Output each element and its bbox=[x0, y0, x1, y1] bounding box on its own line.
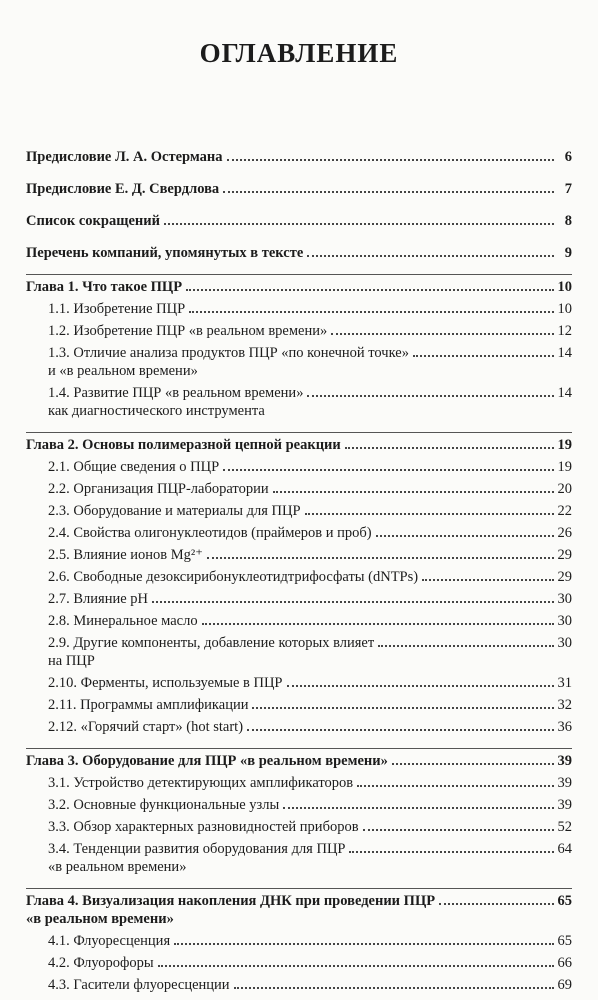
toc-section-entry bbox=[26, 524, 572, 542]
toc-chapter-entry bbox=[26, 180, 572, 198]
toc-section-entry bbox=[26, 796, 572, 814]
dot-leader bbox=[331, 333, 553, 335]
toc-section-entry bbox=[26, 612, 572, 630]
toc-page-number: 12 bbox=[557, 323, 572, 339]
dot-leader bbox=[413, 355, 554, 357]
toc-chapter-entry bbox=[26, 212, 572, 230]
toc-section-entry bbox=[26, 818, 572, 836]
toc-entry-label: 2.8. Минеральное масло bbox=[48, 613, 198, 629]
dot-leader bbox=[227, 159, 554, 161]
toc-entry-label: 1.4. Развитие ПЦР «в реальном времени» как диагностического инструмента bbox=[48, 385, 304, 419]
toc-entry-label: 3.2. Основные функциональные узлы bbox=[48, 797, 280, 813]
toc-section-entry bbox=[26, 502, 572, 520]
toc-entry-label: 2.6. Свободные дезоксирибонуклеотидтрифосфаты (dNTPs) bbox=[48, 569, 419, 585]
toc-entry-label: 4.1. Флуоресценция bbox=[48, 933, 171, 949]
toc-page-number: 29 bbox=[557, 547, 572, 563]
toc-section-entry bbox=[26, 458, 572, 476]
dot-leader bbox=[378, 645, 553, 647]
page-title: ОГЛАВЛЕНИЕ bbox=[199, 38, 399, 68]
toc-chapter-entry bbox=[26, 274, 572, 296]
toc-entry-label: 2.4. Свойства олигонуклеотидов (праймеров и проб) bbox=[48, 525, 372, 541]
toc-page-number: 29 bbox=[557, 569, 572, 585]
toc-page-number: 8 bbox=[564, 213, 572, 229]
toc-page-number: 30 bbox=[557, 613, 572, 629]
toc-page-number: 39 bbox=[557, 753, 572, 769]
toc-chapter-entry bbox=[26, 148, 572, 166]
toc-section-entry bbox=[26, 840, 572, 876]
toc-entry-label: Глава 2. Основы полимеразной цепной реакции bbox=[26, 437, 341, 453]
dot-leader bbox=[164, 223, 554, 225]
toc-entry-label: Глава 1. Что такое ПЦР bbox=[26, 279, 183, 295]
dot-leader bbox=[247, 729, 553, 731]
dot-leader bbox=[349, 851, 553, 853]
toc-page-number: 9 bbox=[564, 245, 572, 261]
toc-entry-label: 3.3. Обзор характерных разновидностей приборов bbox=[48, 819, 359, 835]
dot-leader bbox=[234, 987, 554, 989]
toc-entry-label: Предисловие Е. Д. Свердлова bbox=[26, 181, 220, 197]
table-of-contents bbox=[26, 148, 572, 994]
toc-entry-label: 3.1. Устройство детектирующих амплификаторов bbox=[48, 775, 354, 791]
toc-page-number: 39 bbox=[557, 775, 572, 791]
toc-entry-label: Глава 4. Визуализация накопления ДНК при проведении ПЦР «в реальном времени» bbox=[26, 893, 436, 927]
toc-chapter-entry bbox=[26, 748, 572, 770]
toc-page-number: 19 bbox=[557, 459, 572, 475]
dot-leader bbox=[186, 289, 553, 291]
toc-page-number: 32 bbox=[557, 697, 572, 713]
toc-section-entry bbox=[26, 674, 572, 692]
toc-section-entry bbox=[26, 344, 572, 380]
toc-section-entry bbox=[26, 696, 572, 714]
toc-entry-label: 2.5. Влияние ионов Mg²⁺ bbox=[48, 547, 203, 563]
dot-leader bbox=[283, 807, 553, 809]
dot-leader bbox=[273, 491, 554, 493]
toc-section-entry bbox=[26, 546, 572, 564]
toc-section-entry bbox=[26, 568, 572, 586]
toc-entry-label: 2.1. Общие сведения о ПЦР bbox=[48, 459, 220, 475]
dot-leader bbox=[305, 513, 554, 515]
toc-page-number: 66 bbox=[557, 955, 572, 971]
toc-section-entry bbox=[26, 774, 572, 792]
toc-entry-label: 4.3. Гасители флуоресценции bbox=[48, 977, 230, 993]
toc-page-number: 30 bbox=[557, 591, 572, 607]
dot-leader bbox=[392, 763, 554, 765]
toc-entry-label: 2.10. Ферменты, используемые в ПЦР bbox=[48, 675, 283, 691]
toc-page-number: 69 bbox=[557, 977, 572, 993]
toc-entry-label: Глава 3. Оборудование для ПЦР «в реальном времени» bbox=[26, 753, 388, 769]
dot-leader bbox=[376, 535, 554, 537]
toc-section-entry bbox=[26, 954, 572, 972]
toc-entry-label: Список сокращений bbox=[26, 213, 160, 229]
toc-entry-label: 3.4. Тенденции развития оборудования для ПЦР «в реальном времени» bbox=[48, 841, 346, 875]
dot-leader bbox=[189, 311, 553, 313]
toc-page-number: 10 bbox=[557, 279, 572, 295]
dot-leader bbox=[357, 785, 553, 787]
dot-leader bbox=[223, 191, 554, 193]
toc-section-entry bbox=[26, 322, 572, 340]
toc-section-entry bbox=[26, 384, 572, 420]
toc-section-entry bbox=[26, 932, 572, 950]
toc-page-number: 20 bbox=[557, 481, 572, 497]
toc-entry-label: 4.2. Флуорофоры bbox=[48, 955, 154, 971]
toc-page-number: 26 bbox=[557, 525, 572, 541]
toc-page-number: 19 bbox=[557, 437, 572, 453]
toc-page-number: 14 bbox=[557, 345, 572, 361]
toc-entry-label: Перечень компаний, упомянутых в тексте bbox=[26, 245, 304, 261]
toc-page-number: 65 bbox=[557, 893, 572, 909]
toc-entry-label: 2.7. Влияние pH bbox=[48, 591, 149, 607]
dot-leader bbox=[287, 685, 554, 687]
toc-page-number: 52 bbox=[557, 819, 572, 835]
dot-leader bbox=[152, 601, 553, 603]
toc-entry-label: 1.3. Отличие анализа продуктов ПЦР «по конечной точке» и «в реальном времени» bbox=[48, 345, 409, 379]
toc-chapter-entry bbox=[26, 244, 572, 262]
toc-entry-label: 2.2. Организация ПЦР-лаборатории bbox=[48, 481, 269, 497]
toc-entry-label: 1.1. Изобретение ПЦР bbox=[48, 301, 186, 317]
toc-page-number: 14 bbox=[557, 385, 572, 401]
toc-entry-label: Предисловие Л. А. Остермана bbox=[26, 149, 223, 165]
dot-leader bbox=[174, 943, 553, 945]
dot-leader bbox=[307, 395, 553, 397]
toc-entry-label: 2.3. Оборудование и материалы для ПЦР bbox=[48, 503, 301, 519]
dot-leader bbox=[202, 623, 554, 625]
toc-entry-label: 2.11. Программы амплификации bbox=[48, 697, 249, 713]
dot-leader bbox=[422, 579, 553, 581]
toc-entry-label: 2.9. Другие компоненты, добавление которых влияет на ПЦР bbox=[48, 635, 375, 669]
toc-section-entry bbox=[26, 718, 572, 736]
toc-page-number: 22 bbox=[557, 503, 572, 519]
dot-leader bbox=[207, 557, 554, 559]
dot-leader bbox=[252, 707, 553, 709]
dot-leader bbox=[158, 965, 554, 967]
dot-leader bbox=[345, 447, 554, 449]
toc-page-number: 39 bbox=[557, 797, 572, 813]
toc-chapter-entry bbox=[26, 888, 572, 928]
toc-section-entry bbox=[26, 590, 572, 608]
toc-page-number: 31 bbox=[557, 675, 572, 691]
toc-section-entry bbox=[26, 976, 572, 994]
toc-page-number: 65 bbox=[557, 933, 572, 949]
dot-leader bbox=[223, 469, 553, 471]
dot-leader bbox=[363, 829, 554, 831]
toc-page-number: 10 bbox=[557, 301, 572, 317]
toc-entry-label: 2.12. «Горячий старт» (hot start) bbox=[48, 719, 244, 735]
toc-section-entry bbox=[26, 634, 572, 670]
toc-page-number: 30 bbox=[557, 635, 572, 651]
toc-page-number: 64 bbox=[557, 841, 572, 857]
toc-page-number: 36 bbox=[557, 719, 572, 735]
dot-leader bbox=[307, 255, 554, 257]
toc-page-number: 6 bbox=[564, 149, 572, 165]
dot-leader bbox=[439, 903, 553, 905]
toc-chapter-entry bbox=[26, 432, 572, 454]
toc-page-number: 7 bbox=[564, 181, 572, 197]
toc-section-entry bbox=[26, 300, 572, 318]
toc-entry-label: 1.2. Изобретение ПЦР «в реальном времени» bbox=[48, 323, 328, 339]
toc-section-entry bbox=[26, 480, 572, 498]
